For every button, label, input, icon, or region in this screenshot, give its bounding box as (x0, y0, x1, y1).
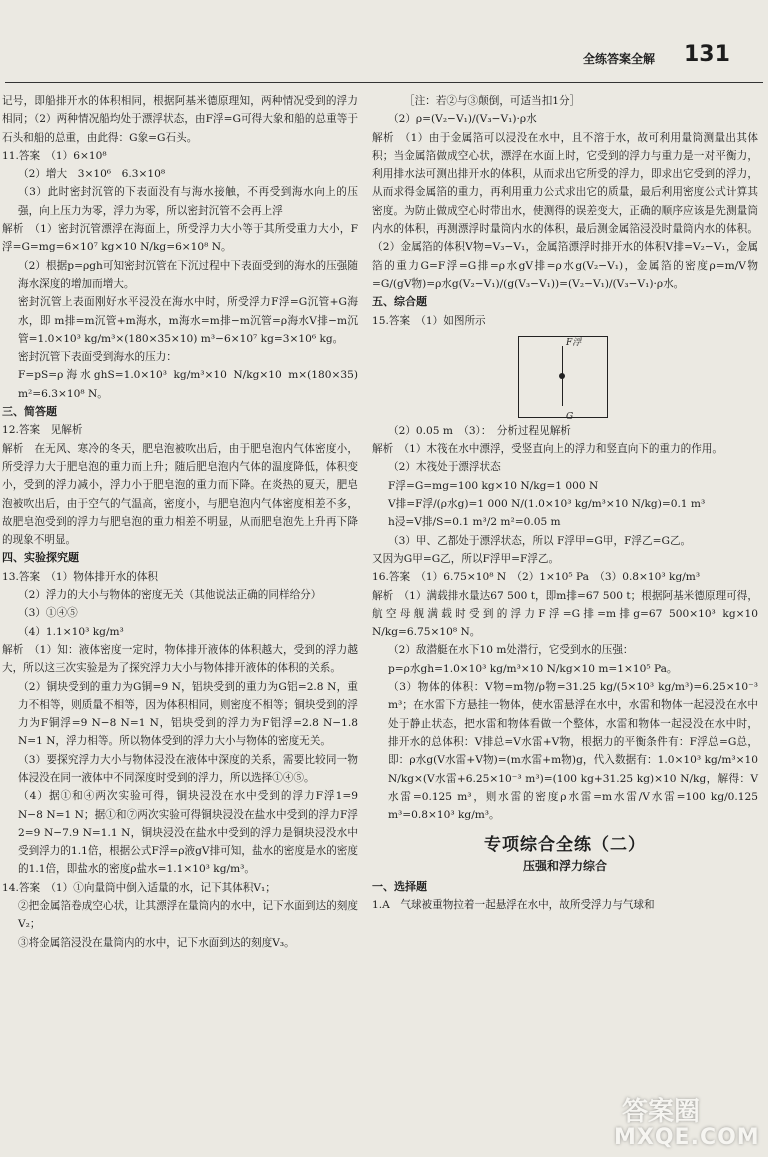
watermark-top: 答案圈 (622, 1097, 701, 1127)
text-line: 密封沉管上表面刚好水平浸没在海水中时，所受浮力F浮=G沉管+G海水，即 m排=m沉管+m海水，m海水=m排−m沉管=ρ海水V排−m沉管=1.0×10³ kg/m³×(180×35×10) m³−6×10⁷ kg=3×10⁶ kg。 (18, 296, 358, 345)
text-line: 又因为G甲=G乙，所以F浮甲=F浮乙。 (372, 552, 560, 565)
force-diagram (372, 332, 758, 422)
text-line: 15.答案 （1）如图所示 (372, 314, 486, 327)
text-line: （2）敌潜艇在水下10 m处潜行，它受到水的压强： (388, 644, 634, 657)
text-line: （3）物体的体积：V物=m物/ρ物=31.25 kg/(5×10³ kg/m³)=6.25×10⁻³ m³；在水雷下方悬挂一物体，使水雷悬浮在水中，水雷和物体一起浸没在水中处于静止状态，把水雷和物体看做一个整体，水雷和物体一起浸没在水中时，排开水的总体积：V排总=V水雷+V物，根据力的平衡条件有：F浮总=G总，即：ρ水g(V水雷+V物)=(m水雷+m物)g，代入数据有：1.0×10³ kg/m³×10 N/kg×(V水雷+6.25×10⁻³ m³)=(100 kg+31.25 kg)×10 N/kg，解得：V水雷=0.125 m³，则水雷的密度ρ水雷=m水雷/V水雷=100 kg/0.125 m³=0.8×10³ kg/m³。 (388, 681, 762, 822)
text-line: （2）增大 3×10⁶ 6.3×10⁸ (18, 168, 166, 181)
text-line: ③将金属箔浸没在量筒内的水中，记下水面到达的刻度V₃。 (18, 936, 295, 949)
section-heading: 四、实验探究题 (2, 551, 79, 565)
special-section-title: 专项综合全练（二） (484, 835, 646, 856)
text-line: 1.A 气球被重物拉着一起悬浮在水中，故所受浮力与气球和 (372, 899, 655, 912)
text-line: （2）浮力的大小与物体的密度无关（其他说法正确的同样给分） (18, 589, 322, 602)
text-line: V排=F浮/(ρ水g)=1 000 N/(1.0×10³ kg/m³×10 N/kg)=0.1 m³ (388, 498, 706, 511)
text-line: F=pS=ρ海水ghS=1.0×10³ kg/m³×10 N/kg×10 m×(180×35) m²=6.3×10⁸ N。 (18, 369, 362, 400)
text-line: （3）此时密封沉管的下表面没有与海水接触，不再受到海水向上的压强，向上压力为零，浮力为零，所以密封沉管不会再上浮 (18, 186, 358, 217)
section-heading: 一、选择题 (372, 879, 427, 893)
section-heading: 五、综合题 (372, 295, 427, 309)
header-rule (5, 82, 763, 83)
text-line: 16.答案 （1）6.75×10⁸ N （2）1×10⁵ Pa （3）0.8×10³ kg/m³ (372, 571, 701, 584)
text-line: ［注：若②与③颠倒，可适当扣1分］ (404, 95, 581, 107)
text-line: p=ρ水gh=1.0×10³ kg/m³×10 N/kg×10 m=1×10⁵ Pa。 (388, 662, 678, 675)
text-line: 13.答案 （1）物体排开水的体积 (2, 570, 159, 583)
text-line: （2）根据p=ρgh可知密封沉管在下沉过程中下表面受到的海水的压强随海水深度的增加而增大。 (18, 259, 358, 290)
text-line: 解析 在无风、寒冷的冬天，肥皂泡被吹出后，由于肥皂泡内气体密度小，所受浮力大于肥皂泡的重力而上升；随后肥皂泡内气体的温度降低，体积变小，受到的浮力减小，浮力小于肥皂泡的重力而下降。在炎热的夏天，肥皂泡被吹出后，由于空气的气温高，密度小，与肥皂泡内气体密度相差不多，故肥皂泡受到的浮力与肥皂泡的重力相差不明显，从而肥皂泡先上升再下降的现象不明显。 (2, 442, 358, 547)
text-line: （2）铜块受到的重力为G铜=9 N，铝块受到的重力为G铝=2.8 N，重力不相等，则质量不相等，因为体积相同，则密度不相等；铜块受到的浮力为F铜浮=9 N−8 N=1 N，铝块受到的浮力为F铝浮=2.8 N−1.8 N=1 N，浮力相等。所以物体受到的浮力大小与物体的密度无关。 (18, 680, 362, 748)
text-line: 密封沉管下表面受到海水的压力： (18, 351, 177, 364)
text-line: （2）ρ=(V₂−V₁)/(V₃−V₁)·ρ水 (388, 113, 537, 126)
gravity-force-label: G (566, 411, 574, 422)
text-line: 解析 （1）知：液体密度一定时，物体排开液体的体积越大，受到的浮力越大，所以这三次实验是为了探究浮力大小与物体排开液体的体积的关系。 (2, 643, 358, 675)
watermark-logo (604, 1089, 760, 1155)
watermark-bottom: MXQE.COM (614, 1125, 760, 1150)
text-line: F浮=G=mg=100 kg×10 N/kg=1 000 N (388, 479, 599, 492)
section-heading: 三、简答题 (2, 405, 57, 419)
text-line: （4）1.1×10³ kg/m³ (18, 625, 124, 638)
text-line: （3）①④⑤ (18, 607, 78, 620)
text-line: （4）据①和④两次实验可得，铜块浸没在水中受到的浮力F浮1=9 N−8 N=1 N；据①和⑦两次实验可得铜块浸没在盐水中受到的浮力F浮2=9 N−7.9 N=1.1 N，铜块浸没在盐水中受到的浮力是铜块浸没水中受到浮力的1.1倍，根据公式F浮=ρ液gV排可知，盐水的密度是水的密度的1.1倍，即盐水的密度ρ盐水=1.1×10³ kg/m³。 (18, 790, 362, 876)
right-choice-section (372, 878, 758, 915)
page-number: 131 (684, 42, 730, 67)
right-answers-14-15 (372, 92, 758, 330)
text-line: （3）要探究浮力大小与物体浸没在液体中深度的关系，需要比较同一物体浸没在同一液体中不同深度时受到的浮力，所以选择①④⑤。 (18, 753, 358, 784)
text-line: （3）甲、乙都处于漂浮状态，所以 F浮甲=G甲，F浮乙=G乙。 (388, 534, 692, 547)
text-line: 解析 （1）满载排水量达67 500 t，即m排=67 500 t；根据阿基米德原理可得，航空母舰满载时受到的浮力F浮=G排=m排g=67 500×10³ kg×10 N/kg=6.75×10⁸ N。 (372, 589, 762, 639)
right-answers-15-16 (372, 422, 762, 825)
text-line: （2）0.05 m （3）： 分析过程见解析 (388, 424, 571, 437)
text-line: 解析 （1）由于金属箔可以浸没在水中，且不溶于水，故可利用量筒测量出其体积；当金属箔做成空心状，漂浮在水面上时，它受到的浮力与重力是一对平衡力，利用排水法可测出排开水的体积，从而求出它所受的浮力，即求出它受到的浮力，从而求得金属箔的重力，再利用重力公式求出它的质量，最后利用密度公式计算其密度。为防止做成空心时带出水，使测得的误差变大，正确的顺序应该是先测量筒内水的体积，再测漂浮时量筒内水的体积，最后测金属箔浸没时量筒内水的体积。（2）金属箔的体积V物=V₃−V₁，金属箔漂浮时排开水的体积V排=V₂−V₁，金属箔的重力G=F浮=G排=ρ水gV排=ρ水g(V₂−V₁)，金属箔的密度ρ=m/V物=G/(gV物)=ρ水g(V₂−V₁)/(g(V₃−V₁))=(V₂−V₁)/(V₃−V₁)·ρ水。 (372, 131, 758, 290)
text-line: h浸=V排/S=0.1 m³/2 m²=0.05 m (388, 516, 561, 529)
text-line: 14.答案 （1）①向量筒中倒入适量的水，记下其体积V₁； (2, 881, 276, 894)
left-column (2, 92, 362, 952)
text-line: 12.答案 见解析 (2, 424, 83, 437)
center-of-mass-dot (559, 373, 565, 379)
text-line: 解析 （1）木筏在水中漂浮，受竖直向上的浮力和竖直向下的重力的作用。 (372, 443, 724, 456)
buoyancy-force-label: F浮 (566, 337, 582, 348)
header-label: 全练答案全解 (583, 52, 656, 66)
page-header (0, 44, 768, 84)
text-line: ②把金属箔卷成空心状，让其漂浮在量筒内的水中，记下水面到达的刻度V₂； (18, 900, 358, 931)
right-column (372, 92, 762, 915)
text-line: 解析 （1）密封沉管漂浮在海面上，所受浮力大小等于其所受重力大小，F浮=G=mg=6×10⁷ kg×10 N/kg=6×10⁸ N。 (2, 223, 358, 254)
special-section-subtitle: 压强和浮力综合 (522, 858, 607, 873)
text-line: （2）木筏处于漂浮状态 (388, 461, 501, 474)
text-line: 11.答案 （1）6×10⁸ (2, 149, 107, 162)
text-line: 记号，即船排开水的体积相同，根据阿基米德原理知，两种情况受到的浮力相同；（2）两种情况船均处于漂浮状态，由F浮=G可得大象和船的总重等于石头和船的总重，由此得：G象=G石头。 (2, 95, 358, 144)
